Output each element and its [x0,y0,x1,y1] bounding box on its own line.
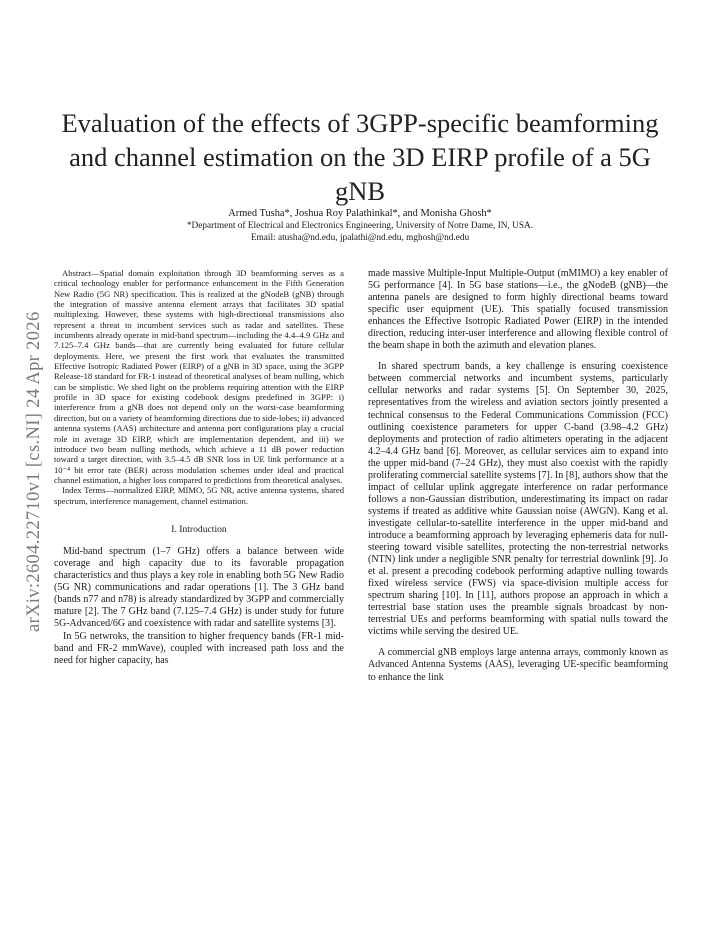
body-paragraph: made massive Multiple-Input Multiple-Output (mMIMO) a key enabler of 5G performance [4]. In 5G base stations—i.e., the gNodeB (gNB)—the antenna panels are designed to form highly directional beams toward specific user equipment (UE). This spatially focused transmission enhances the Effective Isotropic Radiated Power (EIRP) in the intended direction, reducing inter-user interference and allowing flexible control of the beam shape in both the azimuth and elevation planes. [368,268,668,352]
body-paragraph: A commercial gNB employs large antenna arrays, commonly known as Advanced Antenna Systems (AAS), leveraging UE-specific beamforming to enhance the link [368,647,668,683]
index-terms: Index Terms—normalized EIRP, MIMO, 5G NR, active antenna systems, shared spectrum, interference management, channel estimation. [54,485,344,506]
right-column [368,268,668,693]
arxiv-identifier-stamp: arXiv:2604.22710v1 [cs.NI] 24 Apr 2026 [24,311,44,633]
author-emails: Email: atusha@nd.edu, jpalathi@nd.edu, mghosh@nd.edu [250,233,470,243]
section-heading: I. Introduction [171,523,227,535]
body-paragraph: In 5G netwroks, the transition to higher frequency bands (FR-1 mid-band and FR-2 mmWave), coupled with increased path loss and the need for higher capacity, has [54,630,344,666]
body-paragraph: In shared spectrum bands, a key challenge is ensuring coexistence between commercial networks and incumbent systems, particularly cellular networks and radar systems [5]. On September 30, 2025, representatives from the wireless and aviation sectors jointly presented a technical consensus to the Federal Communications Commission (FCC) outlining coexistence parameters for upper C-band (3.98–4.2 GHz) deployments and protection of radio altimeters operating in the adjacent 4.2–4.4 GHz band [6]. Moreover, as cellular services aim to expand into the upper mid-band (7–24 GHz), they must also coexist with the rapidly proliferating commercial satellite systems [7]. In [8], authors show that the impact of cellular uplink aggregate interference on radar performance follows a non-Gaussian distribution, underestimating its impact on radar systems if treated as additive white Gaussian noise (AWGN). Kang et al. investigate cellular-to-satellite interference in the upper mid-band and introduce a beamforming approach by leveraging ephemeris data for null-steering toward visible satellites, protecting the non-terrestrial networks (NTN) link under a negligible SNR penalty for terrestrial downlink [9]. Jo et al. present a precoding codebook performing adaptive nulling towards fixed wireless service (FWS) via space-division multiple access for spectrum sharing [10]. In [11], authors propose an approach in which a terrestrial base station uses the preamble signals broadcast by non-terrestrial UEs and performs beamforming with spatial nulls toward the victims while serving the desired UE. [368,361,668,638]
left-column [54,268,344,667]
author-affiliation: *Department of Electrical and Electronics Engineering, University of Notre Dame, IN, USA. [186,221,534,231]
abstract: Abstract—Spatial domain exploitation through 3D beamforming serves as a critical technology enabler for performance enhancement in the Fifth Generation New Radio (5G NR) specification. This is realized at the gNodeB (gNB) through the integration of massive antenna element arrays that facilitates 3D spatial multiplexing. However, these systems with high-directional transmissions also represent a threat to incumbent services such as radar and satellites. These incumbents already operate in mid-band spectrum—including the 4.4–4.9 GHz and 7.125–7.4 GHz bands—that are currently being evaluated for future cellular deployments. Here, we present the first work that evaluates the transmitted Effective Isotropic Radiated Power (EIRP) of a gNB in 3D space, using the 3GPP Release-18 standard for FR-1 instead of theoretical analyses of beam nulling, which can be simplistic. We shed light on the problems requiring attention with the EIRP profile in 3D space for existing codebook designs predefined in 3GPP: i) interference from a gNB does not depend only on the worst-case beamforming direction, but on a variety of beamforming directions due to side-lobes; ii) advanced antenna systems (AAS) architecture and antenna port configurations play a crucial role in average 3D EIRP, which are implementation dependent, and iii) we introduce two beam nulling methods, which achieve a 11 dB power reduction toward a target direction, with 3.5–4.5 dB SNR loss in UE link performance at a 10⁻⁴ bit error rate (BER) across modulation schemes under ideal and practical channel estimation, a higher loss compared to predictions from theoretical analyses. [54,268,344,485]
author-list: Armed Tusha*, Joshua Roy Palathinkal*, and Monisha Ghosh* [228,208,492,219]
paper-title: Evaluation of the effects of 3GPP-specific beamforming and channel estimation on the 3D EIRP profile of a 5G gNB [61,107,659,206]
body-paragraph: Mid-band spectrum (1–7 GHz) offers a balance between wide coverage and high capacity due to its favorable propagation characteristics and thus plays a key role in enabling both 5G New Radio (5G NR) communications and radar operations [1]. The 3 GHz band (bands n77 and n78) is already standardized by 3GPP and commercially mature [2]. The 7 GHz band (7.125–7.4 GHz) is under study for future 5G-Advanced/6G and coexistence with radar and satellite systems [3]. [54,545,344,630]
